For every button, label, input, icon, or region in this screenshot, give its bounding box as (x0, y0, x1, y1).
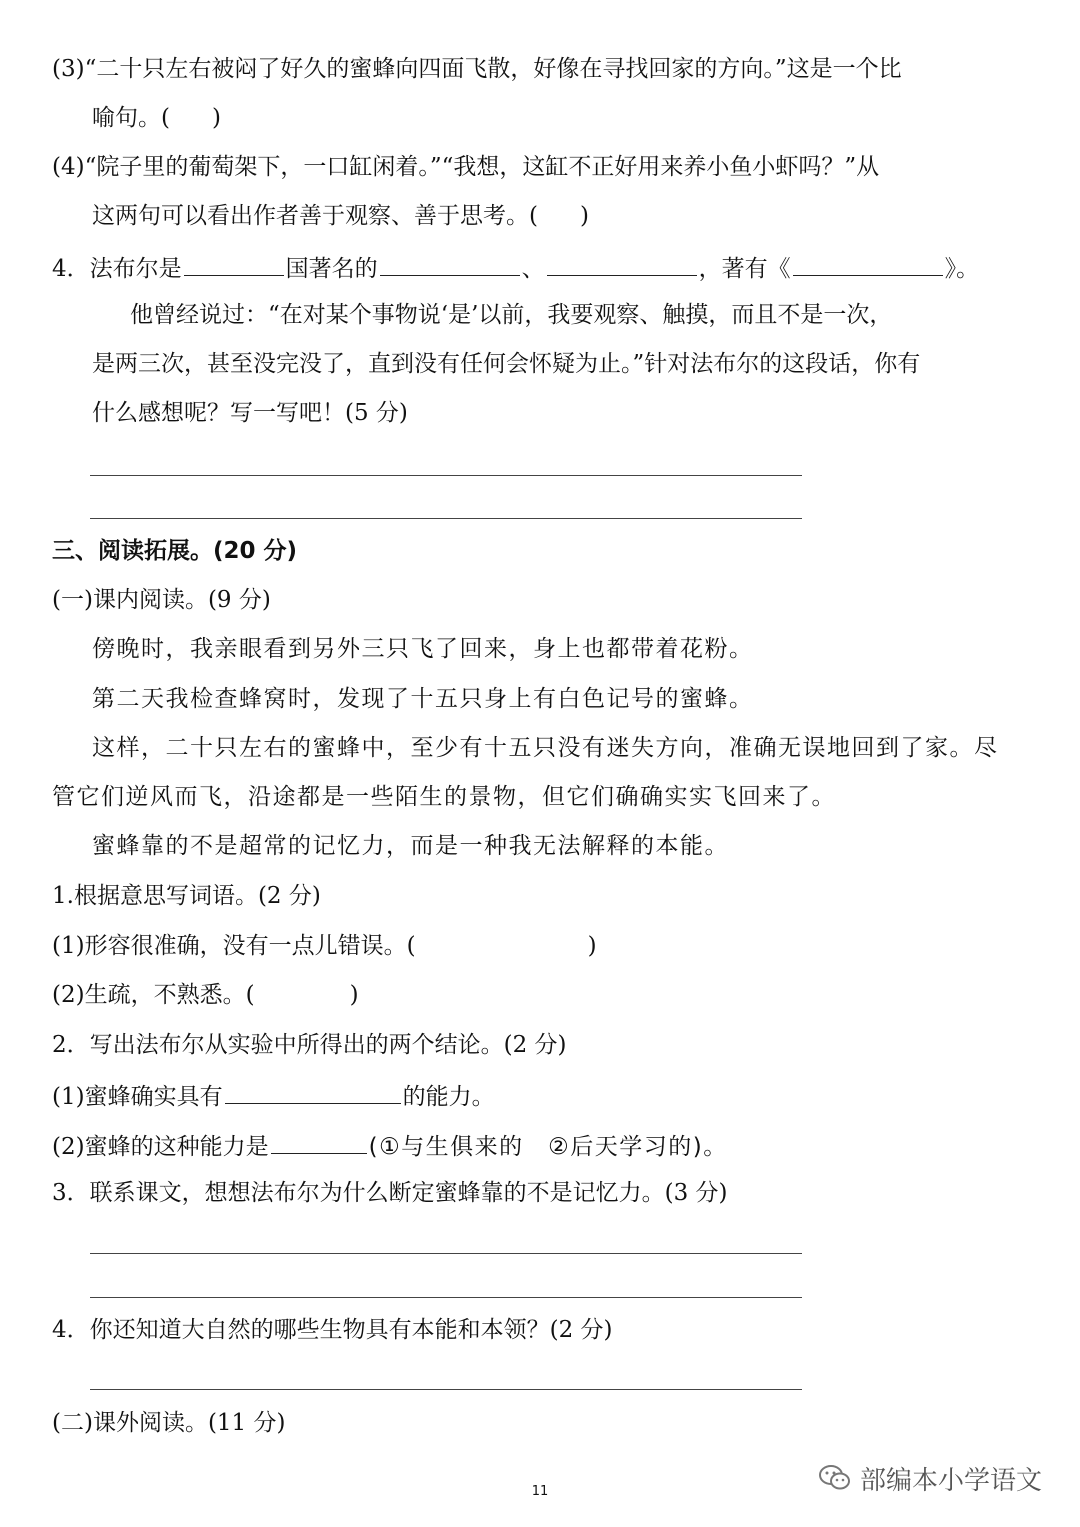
question-3-3-line2: 喻句。( ) (92, 105, 221, 131)
passage-line: 这样，二十只左右的蜜蜂中，至少有十五只没有迷失方向，准确无误地回到了家。尽 (92, 735, 999, 761)
question-1-1: (1)形容很准确，没有一点儿错误。( ) (52, 933, 597, 959)
question-3-3-line1: (3)“二十只左右被闷了好久的蜜蜂向四面飞散，好像在寻找回家的方向。”这是一个比 (52, 56, 902, 82)
question-4-quote-line1: 他曾经说过：“在对某个事物说‘是’以前，我要观察、触摸，而且不是一次， (130, 302, 893, 328)
page-number: 11 (531, 1484, 549, 1499)
passage-line: 管它们逆风而飞，沿途都是一些陌生的景物，但它们确确实实飞回来了。 (52, 784, 836, 810)
answer-line[interactable] (90, 518, 802, 519)
wechat-icon (818, 1463, 852, 1493)
passage-line: 傍晚时，我亲眼看到另外三只飞了回来，身上也都带着花粉。 (92, 636, 754, 662)
question-4-title: 4．你还知道大自然的哪些生物具有本能和本领？(2 分) (52, 1317, 613, 1343)
question-2-title: 2．写出法布尔从实验中所得出的两个结论。(2 分) (52, 1032, 567, 1058)
watermark (818, 1458, 1042, 1498)
question-1-2: (2)生疏，不熟悉。( ) (52, 982, 359, 1008)
section-title: 三、阅读拓展。(20 分) (52, 538, 298, 564)
passage-line: 蜜蜂靠的不是超常的记忆力，而是一种我无法解释的本能。 (92, 833, 729, 859)
watermark-text: 部编本小学语文 (860, 1465, 1043, 1496)
part1-title: (一)课内阅读。(9 分) (52, 587, 271, 613)
question-4-fill: 4．法布尔是 国著名的 、 ，著有《 》。 (52, 251, 1040, 284)
question-3-4-line1: (4)“院子里的葡萄架下，一口缸闲着。”“我想，这缸不正好用来养小鱼小虾吗？”从 (52, 154, 880, 180)
blank-book[interactable] (793, 251, 943, 276)
blank-title-2[interactable] (547, 251, 697, 276)
answer-line[interactable] (90, 1253, 802, 1254)
answer-line[interactable] (90, 1297, 802, 1298)
blank-choice[interactable] (271, 1129, 367, 1154)
question-3-4-line2: 这两句可以看出作者善于观察、善于思考。( ) (92, 203, 589, 229)
question-2-1: (1)蜜蜂确实具有 的能力。 (52, 1079, 1040, 1112)
question-4-quote-line3: 什么感想呢？写一写吧！(5 分) (92, 400, 408, 426)
answer-line[interactable] (90, 475, 802, 476)
question-4-quote-line2: 是两三次，甚至没完没了，直到没有任何会怀疑为止。”针对法布尔的这段话，你有 (92, 351, 921, 377)
question-2-2: (2)蜜蜂的这种能力是 (①与生俱来的 ②后天学习的)。 (52, 1129, 1040, 1162)
blank-country[interactable] (184, 251, 284, 276)
passage-line: 第二天我检查蜂窝时，发现了十五只身上有白色记号的蜜蜂。 (92, 686, 754, 712)
question-3-title: 3．联系课文，想想法布尔为什么断定蜜蜂靠的不是记忆力。(3 分) (52, 1180, 728, 1206)
part2-title: (二)课外阅读。(11 分) (52, 1410, 286, 1436)
blank-ability[interactable] (225, 1079, 401, 1104)
question-1-title: 1.根据意思写词语。(2 分) (52, 883, 321, 909)
answer-line[interactable] (90, 1389, 802, 1390)
blank-title-1[interactable] (380, 251, 520, 276)
